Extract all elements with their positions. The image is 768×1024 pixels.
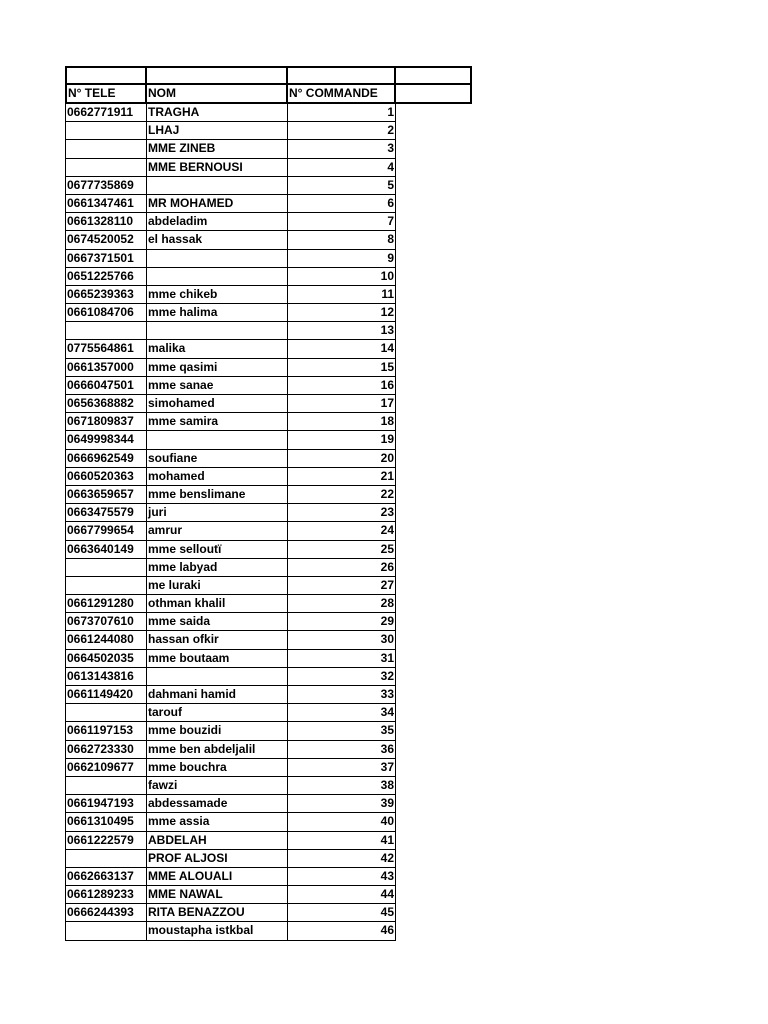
cell-tel: 0660520363	[65, 468, 147, 486]
cell-tel: 0661357000	[65, 359, 147, 377]
cell-commande: 6	[288, 195, 396, 213]
cell-commande: 10	[288, 268, 396, 286]
cell-commande: 40	[288, 813, 396, 831]
table-row	[65, 468, 472, 486]
cell-tel: 0662723330	[65, 741, 147, 759]
header-commande: N° COMMANDE	[288, 85, 396, 104]
cell-nom: mme bouchra	[147, 759, 288, 777]
cell-tel	[65, 850, 147, 868]
cell-commande: 19	[288, 431, 396, 449]
cell-commande: 22	[288, 486, 396, 504]
cell-nom: MME BERNOUSI	[147, 159, 288, 177]
cell-commande: 30	[288, 631, 396, 649]
header-extra	[396, 85, 472, 104]
table-row	[65, 777, 472, 795]
cell-nom: PROF ALJOSI	[147, 850, 288, 868]
cell-nom	[147, 668, 288, 686]
table-row	[65, 450, 472, 468]
table-row	[65, 359, 472, 377]
table-row	[65, 504, 472, 522]
cell-tel	[65, 777, 147, 795]
cell-commande: 44	[288, 886, 396, 904]
cell-tel: 0663659657	[65, 486, 147, 504]
cell-commande: 14	[288, 340, 396, 358]
cell-tel	[65, 122, 147, 140]
cell-nom: mme halima	[147, 304, 288, 322]
table-body	[65, 104, 472, 941]
table-row	[65, 413, 472, 431]
table-row	[65, 213, 472, 231]
cell-commande: 33	[288, 686, 396, 704]
header-nom: NOM	[147, 85, 288, 104]
cell-tel: 0656368882	[65, 395, 147, 413]
cell-tel: 0661084706	[65, 304, 147, 322]
cell-nom: mme qasimi	[147, 359, 288, 377]
cell-commande: 38	[288, 777, 396, 795]
cell-nom: mme samira	[147, 413, 288, 431]
cell-commande: 4	[288, 159, 396, 177]
cell-nom: mme benslimane	[147, 486, 288, 504]
cell-commande: 31	[288, 650, 396, 668]
cell-nom: malika	[147, 340, 288, 358]
cell-tel	[65, 159, 147, 177]
spreadsheet-table	[65, 66, 472, 941]
cell-commande: 35	[288, 722, 396, 740]
table-row	[65, 268, 472, 286]
table-row	[65, 250, 472, 268]
cell-tel	[65, 577, 147, 595]
cell-commande: 17	[288, 395, 396, 413]
cell-commande: 41	[288, 832, 396, 850]
cell-nom: simohamed	[147, 395, 288, 413]
table-row	[65, 595, 472, 613]
table-row	[65, 795, 472, 813]
cell-nom	[147, 268, 288, 286]
cell-nom: fawzi	[147, 777, 288, 795]
cell-nom	[147, 322, 288, 340]
cell-nom: mme sanae	[147, 377, 288, 395]
cell-commande: 7	[288, 213, 396, 231]
cell-commande: 16	[288, 377, 396, 395]
table-row	[65, 395, 472, 413]
cell-commande: 37	[288, 759, 396, 777]
cell-nom: mme boutaam	[147, 650, 288, 668]
cell-nom: moustapha istkbal	[147, 922, 288, 940]
cell-commande: 32	[288, 668, 396, 686]
cell-nom: othman khalil	[147, 595, 288, 613]
table-row	[65, 122, 472, 140]
cell-commande: 42	[288, 850, 396, 868]
cell-nom: mme labyad	[147, 559, 288, 577]
cell-tel: 0661347461	[65, 195, 147, 213]
table-row	[65, 286, 472, 304]
cell-tel: 0775564861	[65, 340, 147, 358]
table-row	[65, 104, 472, 122]
cell-tel: 0661149420	[65, 686, 147, 704]
cell-commande: 21	[288, 468, 396, 486]
table-row	[65, 140, 472, 158]
cell-nom: mme selloutï	[147, 541, 288, 559]
cell-nom	[147, 431, 288, 449]
cell-tel: 0661244080	[65, 631, 147, 649]
cell-commande: 11	[288, 286, 396, 304]
cell-commande: 18	[288, 413, 396, 431]
cell-commande: 46	[288, 922, 396, 940]
table-row	[65, 868, 472, 886]
table-row	[65, 322, 472, 340]
cell-tel: 0613143816	[65, 668, 147, 686]
cell-tel: 0662663137	[65, 868, 147, 886]
table-row	[65, 522, 472, 540]
table-row	[65, 813, 472, 831]
cell-tel: 0667371501	[65, 250, 147, 268]
cell-commande: 43	[288, 868, 396, 886]
cell-commande: 1	[288, 104, 396, 122]
cell-commande: 15	[288, 359, 396, 377]
cell-tel: 0666962549	[65, 450, 147, 468]
cell-nom: abdessamade	[147, 795, 288, 813]
table-row	[65, 304, 472, 322]
cell-commande: 2	[288, 122, 396, 140]
table-row	[65, 668, 472, 686]
cell-commande: 28	[288, 595, 396, 613]
table-row	[65, 759, 472, 777]
cell-commande: 36	[288, 741, 396, 759]
cell-tel: 0661310495	[65, 813, 147, 831]
cell-nom: mme ben abdeljalil	[147, 741, 288, 759]
cell-nom: juri	[147, 504, 288, 522]
cell-tel: 0667799654	[65, 522, 147, 540]
cell-commande: 13	[288, 322, 396, 340]
cell-nom: mme chikeb	[147, 286, 288, 304]
cell-tel: 0661197153	[65, 722, 147, 740]
table-row	[65, 704, 472, 722]
cell-nom: mohamed	[147, 468, 288, 486]
cell-commande: 27	[288, 577, 396, 595]
table-row	[65, 631, 472, 649]
cell-commande: 34	[288, 704, 396, 722]
cell-nom	[147, 250, 288, 268]
cell-nom: soufiane	[147, 450, 288, 468]
cell-commande: 45	[288, 904, 396, 922]
cell-commande: 12	[288, 304, 396, 322]
cell-commande: 25	[288, 541, 396, 559]
blank-header-cell	[65, 66, 147, 85]
cell-tel: 0666047501	[65, 377, 147, 395]
cell-nom: el hassak	[147, 231, 288, 249]
cell-nom: TRAGHA	[147, 104, 288, 122]
table-row	[65, 832, 472, 850]
table-row	[65, 613, 472, 631]
cell-tel: 0671809837	[65, 413, 147, 431]
cell-nom: LHAJ	[147, 122, 288, 140]
cell-commande: 26	[288, 559, 396, 577]
table-row	[65, 486, 472, 504]
table-row	[65, 177, 472, 195]
table-row	[65, 686, 472, 704]
cell-nom: hassan ofkir	[147, 631, 288, 649]
cell-nom: MR MOHAMED	[147, 195, 288, 213]
table-row	[65, 340, 472, 358]
cell-nom	[147, 177, 288, 195]
cell-tel: 0661328110	[65, 213, 147, 231]
cell-nom: amrur	[147, 522, 288, 540]
table-row	[65, 904, 472, 922]
cell-tel	[65, 922, 147, 940]
cell-commande: 8	[288, 231, 396, 249]
table-row	[65, 741, 472, 759]
cell-commande: 29	[288, 613, 396, 631]
cell-tel	[65, 322, 147, 340]
column-header-row	[65, 85, 472, 104]
cell-tel: 0663640149	[65, 541, 147, 559]
table-row	[65, 722, 472, 740]
cell-tel: 0662771911	[65, 104, 147, 122]
blank-header-cell	[147, 66, 288, 85]
cell-tel: 0662109677	[65, 759, 147, 777]
cell-nom: MME NAWAL	[147, 886, 288, 904]
cell-commande: 23	[288, 504, 396, 522]
cell-tel: 0661289233	[65, 886, 147, 904]
table-row	[65, 377, 472, 395]
cell-nom: me luraki	[147, 577, 288, 595]
cell-tel: 0663475579	[65, 504, 147, 522]
table-row	[65, 650, 472, 668]
cell-tel: 0661222579	[65, 832, 147, 850]
table-row	[65, 195, 472, 213]
cell-nom: abdeladim	[147, 213, 288, 231]
blank-header-cell	[396, 66, 472, 85]
table-row	[65, 886, 472, 904]
table-row	[65, 431, 472, 449]
cell-tel: 0651225766	[65, 268, 147, 286]
table-row	[65, 850, 472, 868]
cell-nom: MME ALOUALI	[147, 868, 288, 886]
cell-nom: ABDELAH	[147, 832, 288, 850]
blank-header-row	[65, 66, 472, 85]
cell-tel	[65, 704, 147, 722]
table-row	[65, 577, 472, 595]
cell-commande: 5	[288, 177, 396, 195]
table-row	[65, 559, 472, 577]
cell-commande: 39	[288, 795, 396, 813]
cell-tel: 0666244393	[65, 904, 147, 922]
header-tel: N° TELE	[65, 85, 147, 104]
cell-tel: 0665239363	[65, 286, 147, 304]
cell-tel: 0673707610	[65, 613, 147, 631]
cell-nom: MME ZINEB	[147, 140, 288, 158]
cell-nom: dahmani hamid	[147, 686, 288, 704]
cell-nom: tarouf	[147, 704, 288, 722]
table-row	[65, 541, 472, 559]
cell-tel: 0674520052	[65, 231, 147, 249]
cell-tel: 0649998344	[65, 431, 147, 449]
cell-nom: mme assia	[147, 813, 288, 831]
cell-tel	[65, 140, 147, 158]
table-row	[65, 922, 472, 940]
table-row	[65, 231, 472, 249]
cell-commande: 20	[288, 450, 396, 468]
cell-commande: 24	[288, 522, 396, 540]
cell-tel: 0677735869	[65, 177, 147, 195]
cell-nom: mme bouzidi	[147, 722, 288, 740]
cell-tel: 0664502035	[65, 650, 147, 668]
cell-commande: 3	[288, 140, 396, 158]
cell-tel	[65, 559, 147, 577]
cell-tel: 0661947193	[65, 795, 147, 813]
cell-nom: RITA BENAZZOU	[147, 904, 288, 922]
cell-nom: mme saida	[147, 613, 288, 631]
blank-header-cell	[288, 66, 396, 85]
cell-commande: 9	[288, 250, 396, 268]
cell-tel: 0661291280	[65, 595, 147, 613]
table-row	[65, 159, 472, 177]
